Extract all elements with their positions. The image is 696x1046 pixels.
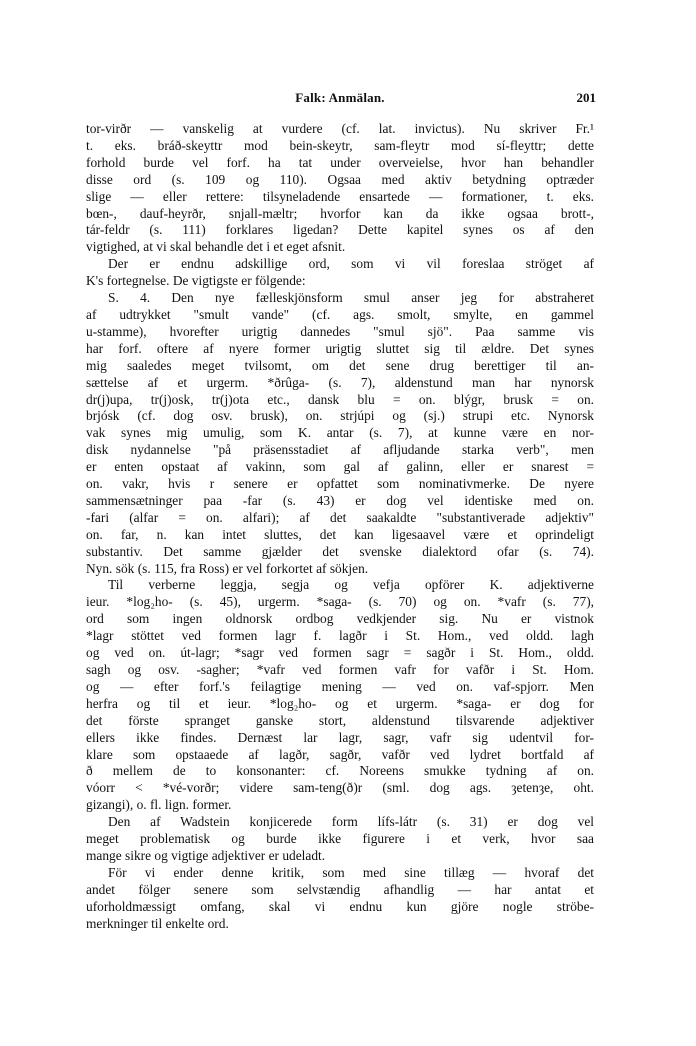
text-line: on. vakr, hvis r senere er opfattet som nominativmerke. De nyere — [86, 476, 594, 492]
text-line: Der er endnu adskillige ord, som vi vil foreslaa ströget af — [108, 256, 594, 272]
text-line: *lagr stöttet ved formen lagr f. lagðr i St. Hom., ved oldd. lagh — [86, 628, 594, 644]
text-line: u-stamme), hvorefter urigtig dannedes "smul sjö". Paa samme vis — [86, 323, 594, 339]
text-line: ord som ingen oldnorsk ordbog vedkjender sig. Nu er vistnok — [86, 611, 594, 627]
text-line: disse ord (s. 109 og 110). Ogsaa med aktiv betydning optræder — [86, 171, 594, 187]
text-line: dr(j)upa, tr(j)osk, tr(j)ota etc., dansk blu = on. blýgr, brusk = on. — [86, 391, 594, 407]
text-line: gizangi), o. fl. lign. former. — [86, 797, 232, 813]
text-line: klare som opstaaede af lagðr, sagðr, vafðr ved lydret bortfald af — [86, 746, 594, 762]
text-line: bœn-, dauf-heyrðr, snjall-mæltr; hvorfor kan da ikke ogsaa brott-, — [86, 205, 594, 221]
text-line: slige — eller rettere: tilsyneladende ensartede — formationer, t. eks. — [86, 188, 594, 204]
text-line: mange sikre og vigtige adjektiver er udeladt. — [86, 847, 326, 863]
text-line: t. eks. bráð-skeyttr mod bein-skeytr, sam-fleytr mod sí-fleyttr; dette — [86, 137, 594, 153]
page-number: 201 — [576, 90, 596, 105]
text-line: af udtrykket "smult vande" (cf. ags. smolt, smylte, en gammel — [86, 306, 594, 322]
text-line: og — efter forf.'s feilagtige mening — ved on. vaf-spjorr. Men — [86, 678, 594, 694]
text-line: Nyn. sök (s. 115, fra Ross) er vel forkortet af sökjen. — [86, 560, 369, 576]
text-line: Til verberne leggja, segja og vefja opförer K. adjektiverne — [108, 577, 594, 593]
text-line: merkninger til enkelte ord. — [86, 915, 229, 931]
text-line: vak synes mig umulig, som K. antar (s. 7), at kunne være en nor- — [86, 425, 594, 441]
body-text — [86, 121, 594, 933]
text-line: har forf. oftere af nyere former urigtig sluttet sig til ældre. Det synes — [86, 340, 594, 356]
text-line: disk nydannelse "på präsensstadiet af afljudande starka verb", men — [86, 442, 594, 458]
text-line: substantiv. Det samme gjælder det svenske dialektord ofar (s. 74). — [86, 543, 594, 559]
text-line: herfra og til et ieur. *log₂ho- og et urgerm. *saga- er dog for — [86, 695, 594, 711]
text-line: K's fortegnelse. De vigtigste er fölgende: — [86, 273, 306, 289]
text-line: tor-virðr — vanskelig at vurdere (cf. lat. invictus). Nu skriver Fr.¹ — [86, 121, 594, 136]
text-line: det förste spranget ganske stort, aldenstund tilsvarende adjektiver — [86, 712, 594, 728]
text-line: og ved on. út-lagr; *sagr ved formen sagr = sagðr i St. Hom., oldd. — [86, 645, 594, 661]
text-line: Den af Wadstein konjicerede form lífs-látr (s. 31) er dog vel — [108, 814, 594, 830]
text-line: forhold burde vel forf. ha tat under overveielse, hvor han behandler — [86, 154, 594, 170]
running-head: Falk: Anmälan. — [295, 90, 385, 105]
text-line: ellers ikke findes. Dernæst lar lagr, sagr, vafr sig udentvil for- — [86, 729, 594, 745]
text-line: sagh og osv. -sagher; *vafr ved formen vafr for vafðr i St. Hom. — [86, 662, 594, 677]
text-line: uforholdmæssigt omfang, skal vi endnu kun gjöre nogle ströbe- — [86, 898, 594, 914]
text-line: -fari (alfar = on. alfari); af det saakaldte "substantiverade adjektiv" — [86, 509, 594, 525]
text-line: vigtighed, at vi skal behandle det i et eget afsnit. — [86, 239, 346, 255]
text-line: sættelse af et urgerm. *ðrûga- (s. 7), aldenstund man har nynorsk — [86, 374, 594, 390]
page-header — [84, 90, 596, 110]
text-line: brjósk (cf. dog osv. brusk), on. strjúpi og (sj.) strupi etc. Nynorsk — [86, 408, 594, 424]
text-line: mig saaledes meget tvilsomt, om det sene drug berettiger til an- — [86, 357, 594, 373]
text-line: tár-feldr (s. 111) forklares ligedan? Dette kapitel synes os af den — [86, 222, 594, 238]
text-line: sammensætninger paa -far (s. 43) er dog vel identiske med on. — [86, 492, 594, 508]
text-line: andet fölger senere som selvstændig afhandlig — har antat et — [86, 881, 594, 897]
text-line: För vi ender denne kritik, som med sine tillæg — hvoraf det — [108, 864, 594, 880]
text-line: ð mellem de to konsonanter: cf. Noreens smukke tydning af on. — [86, 763, 594, 779]
text-line: ieur. *log₂ho- (s. 45), urgerm. *saga- (s. 70) og on. *vafr (s. 77), — [86, 594, 594, 610]
text-line: on. far, n. kan intet sluttes, det kan ligesaavel være et oprindeligt — [86, 526, 594, 542]
text-line: er enten opstaat af vakinn, som gal af galinn, eller er snarest = — [86, 459, 594, 475]
text-line: meget problematisk og burde ikke figurere i et verk, hvor saa — [86, 831, 594, 847]
text-line: S. 4. Den nye fælleskjönsform smul anser jeg for abstraheret — [108, 290, 594, 306]
text-line: vóorr < *vé-vorðr; videre sam-teng(ð)r (sml. dog ags. ȝetenȝe, oht. — [86, 780, 594, 796]
